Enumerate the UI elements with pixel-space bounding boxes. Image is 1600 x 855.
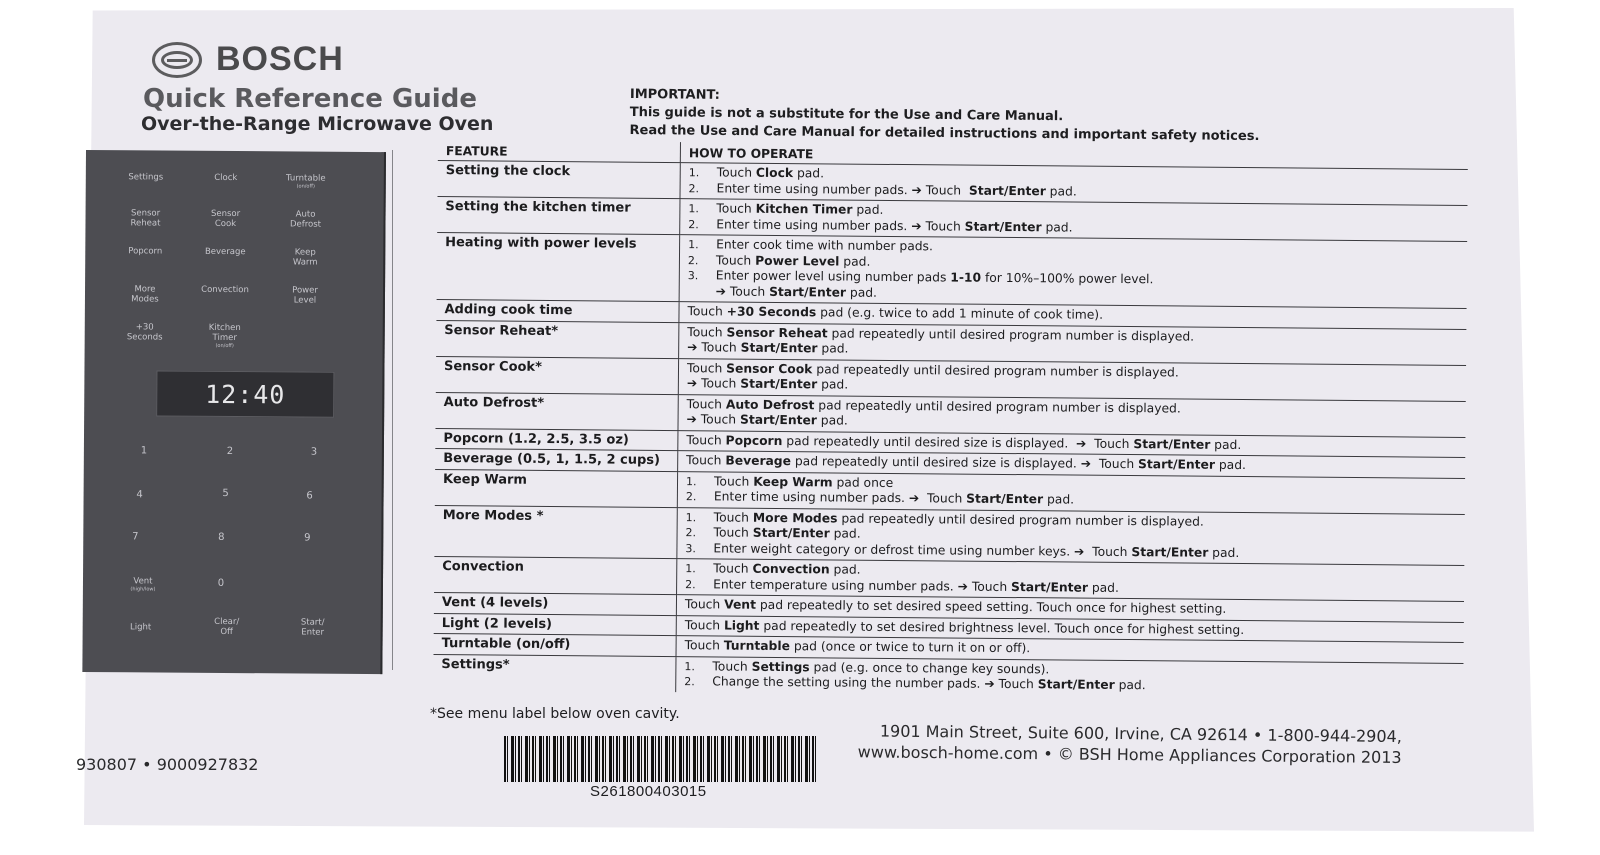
feature-cell: Sensor Cook* [436, 356, 679, 394]
instruction-text: Enter cook time with number pads. [716, 237, 933, 254]
step-number: 2. [687, 253, 699, 267]
instruction-text: Touch [684, 617, 725, 633]
pad-name: Start/Enter [1131, 544, 1209, 560]
pad-name: Sensor Reheat [726, 325, 828, 340]
pad-sensor-reheat[interactable] [113, 208, 177, 228]
step-text [716, 237, 933, 254]
number-pad-3[interactable] [282, 447, 346, 457]
display-time: 12:40 [205, 379, 286, 409]
pad-name: Kitchen Timer [755, 201, 853, 217]
pad-name: Power Level [755, 253, 840, 269]
feature-cell: Convection [434, 556, 677, 594]
pad-settings[interactable] [114, 172, 178, 182]
pad-light[interactable] [109, 622, 173, 632]
feature-cell: Auto Defrost* [435, 392, 678, 430]
table-row [437, 232, 1468, 308]
pad-auto-defrost[interactable] [273, 209, 337, 229]
pad-name: Settings [751, 659, 810, 674]
pad-clock[interactable] [194, 173, 258, 183]
number-pad-2-label: 2 [226, 445, 234, 458]
instruction-text: Enter power level using number pads [715, 268, 951, 285]
pad-turntable-label: Turntable [285, 173, 326, 184]
instruction-text: pad repeatedly until desired size is displayed. ➔ Touch [782, 433, 1134, 451]
step-text [713, 577, 1119, 596]
number-pad-2[interactable] [198, 447, 262, 457]
instruction-text: Touch [713, 561, 753, 576]
step-number: 2. [688, 181, 700, 195]
pad-start-enter-label: Start/ Enter [300, 617, 325, 638]
pad-vent-label: Vent [133, 576, 153, 587]
instruction-text: pad (e.g. once to change key sounds). [809, 659, 1050, 676]
address-line-2: www.bosch-home.com • © BSH Home Appliances Corporation 2013 [857, 742, 1402, 767]
table-row [434, 505, 1464, 565]
number-pad-9[interactable] [275, 533, 339, 543]
instruction-text: for 10%–100% power level. [981, 270, 1154, 287]
feature-cell: Vent (4 levels) [434, 592, 677, 615]
instruction-text: Touch [684, 638, 724, 653]
instruction-text: Touch [713, 509, 753, 525]
step-number: 1. [688, 238, 699, 252]
instruction-text: ➔ Touch [715, 283, 770, 299]
instruction-text: Enter time using number pads. ➔ Touch [716, 216, 965, 234]
instruction-text: ➔ Touch [686, 376, 741, 391]
feature-cell: Heating with power levels [437, 232, 680, 301]
important-notice [629, 86, 1259, 146]
feature-cell: Turntable (on/off) [434, 633, 677, 656]
step-number: 2. [684, 675, 695, 689]
number-pad-6[interactable] [278, 491, 342, 501]
instruction-text: pad. [1043, 492, 1075, 507]
step-number: 1. [685, 562, 696, 576]
step-text [717, 181, 1077, 200]
pad-name: Start/Enter [740, 376, 818, 392]
pad-sensor-reheat-label: Sensor Reheat [130, 208, 161, 229]
step-number: 2. [685, 490, 697, 504]
pad-clock-label: Clock [214, 172, 238, 184]
pad-plus-30-seconds[interactable] [113, 322, 177, 342]
feature-cell: Setting the clock [438, 160, 681, 198]
pad-keep-warm[interactable] [273, 247, 337, 267]
feature-cell: Settings* [433, 654, 676, 692]
feature-cell: Popcorn (1.2, 2.5, 3.5 oz) [435, 428, 678, 451]
instruction-text: ➔ Touch [687, 340, 741, 355]
important-line-2: Read the Use and Care Manual for detailed instructions and important safety notices. [629, 122, 1260, 145]
step-number: 3. [687, 269, 699, 283]
feature-table-wrap [433, 140, 1468, 698]
guide-subtitle: Over-the-Range Microwave Oven [141, 113, 494, 135]
how-to-operate-cell [677, 507, 1465, 565]
instruction-text: Touch [686, 432, 726, 448]
instruction-text: pad. [1041, 219, 1073, 235]
number-pad-5[interactable] [194, 489, 258, 499]
instruction-text: pad. [817, 377, 849, 392]
pad-convection[interactable] [193, 285, 257, 295]
step-number: 1. [685, 510, 697, 524]
step-text [716, 201, 883, 218]
step-number: 1. [685, 474, 697, 488]
pad-name: Start/Enter [1133, 436, 1211, 452]
pad-kitchen-timer-sublabel: (on/off) [215, 342, 234, 350]
instruction-text: Touch [712, 658, 752, 674]
pad-name: Vent [724, 597, 757, 612]
number-pad-7[interactable] [103, 532, 167, 542]
pad-name: Start/Enter [966, 491, 1044, 507]
feature-table-body [433, 160, 1468, 698]
feature-cell: Light (2 levels) [434, 613, 677, 636]
instruction-text: Touch [684, 597, 725, 612]
pad-name: Start/Enter [740, 340, 818, 356]
pad-clear-off-label: Clear/ Off [214, 616, 240, 638]
microwave-control-panel [82, 150, 386, 674]
feature-cell: Keep Warm [435, 469, 678, 507]
instruction-text: Enter time using number pads. ➔ Touch [716, 180, 969, 198]
instruction-text: Touch [715, 252, 756, 268]
pad-name: Sensor Cook [726, 361, 813, 376]
instruction-text: pad. [1045, 183, 1077, 199]
pad-sensor-cook[interactable] [193, 209, 257, 229]
pad-name: Start/Enter [968, 183, 1046, 198]
brand-logo [152, 40, 344, 79]
pad-power-level-label: Power Level [292, 285, 318, 306]
pad-name: Start/Enter [1011, 579, 1089, 595]
number-pad-6-label: 6 [306, 490, 313, 502]
instruction-text: pad (once or twice to turn it on or off). [789, 639, 1031, 656]
pad-name: Keep Warm [753, 474, 833, 489]
instruction-text: pad. [1210, 437, 1242, 452]
bosch-armature-icon [152, 42, 202, 78]
instruction-text: pad repeatedly until desired program number is displayed. [837, 511, 1204, 529]
how-to-operate-cell [676, 656, 1464, 698]
number-pad-1-label: 1 [140, 445, 148, 457]
pad-auto-defrost-label: Auto Defrost [289, 209, 322, 230]
how-to-operate-cell [679, 235, 1467, 309]
pad-light-label: Light [130, 622, 152, 633]
pad-settings-label: Settings [128, 172, 164, 183]
instruction-text: Change the setting using the number pads. ➔ Touch [712, 674, 1038, 692]
pad-turntable[interactable] [274, 173, 338, 189]
step-number: 2. [685, 577, 696, 591]
pad-name: Light [723, 618, 760, 633]
instruction-text: Touch [716, 201, 756, 216]
instruction-text: pad. [816, 413, 848, 428]
pad-kitchen-timer-label: Kitchen Timer [208, 322, 241, 344]
instruction-text: Touch [686, 396, 726, 412]
instruction-text: pad. [1114, 677, 1146, 693]
pad-name: Turntable [723, 638, 791, 654]
pad-more-modes[interactable] [113, 284, 177, 304]
menu-label-note: *See menu label below oven cavity. [430, 706, 680, 722]
panel-divider [392, 150, 393, 670]
number-pad-4-label: 4 [136, 489, 143, 501]
step-text [713, 561, 860, 578]
pad-clear-off[interactable] [195, 617, 259, 637]
instruction-text: Touch [686, 360, 727, 376]
instruction-text: pad. [839, 254, 871, 269]
pad-name: More Modes [752, 510, 838, 525]
instruction-text: pad repeatedly until desired program number is displayed. [827, 325, 1195, 344]
pad-name: Start/Enter [752, 525, 830, 541]
pad-sensor-cook-label: Sensor Cook [210, 208, 241, 230]
step-number: 1. [688, 202, 699, 216]
number-pad-9-label: 9 [304, 532, 311, 544]
instruction-text: Touch [686, 453, 726, 468]
brand-name: BOSCH [216, 40, 344, 78]
number-pad-8-label: 8 [218, 531, 225, 543]
pad-kitchen-timer[interactable] [193, 323, 257, 349]
step-number: 2. [688, 217, 699, 231]
feature-cell: Setting the kitchen timer [437, 196, 680, 234]
step-text [712, 674, 1146, 693]
header-how-to-operate: HOW TO OPERATE [680, 142, 1468, 169]
instruction-text: pad. [829, 526, 861, 541]
pad-name: Start/Enter [964, 219, 1042, 234]
step-text [714, 525, 861, 542]
instruction-text: pad repeatedly until desired size is displayed. ➔ Touch [790, 454, 1139, 472]
step-text [714, 474, 893, 491]
step-number: 2. [685, 526, 697, 540]
number-pad-0-label: 0 [217, 577, 225, 589]
pad-popcorn[interactable] [113, 246, 177, 256]
instruction-text: pad. [817, 341, 849, 356]
pad-name: Start/Enter [739, 412, 817, 428]
important-heading: IMPORTANT: [629, 86, 720, 103]
number-pad-4[interactable] [108, 490, 172, 500]
pad-name: 1-10 [950, 270, 982, 285]
feature-cell: Beverage (0.5, 1, 1.5, 2 cups) [435, 448, 678, 471]
instruction-text: pad. [829, 562, 861, 577]
step-text [714, 489, 1074, 508]
instruction-text: pad (e.g. twice to add 1 minute of cook time). [816, 305, 1104, 322]
instruction-text: pad. [845, 285, 878, 300]
pad-name: Start/Enter [1138, 457, 1216, 472]
pad-convection-label: Convection [201, 284, 249, 296]
pad-name: Popcorn [725, 433, 783, 448]
barcode-number: S261800403015 [590, 783, 707, 800]
number-pad-3-label: 3 [310, 446, 318, 458]
number-pad-7-label: 7 [132, 531, 139, 543]
instruction-text: Enter temperature using number pads. ➔ Touch [713, 576, 1012, 594]
pad-vent-sublabel: (high/low) [130, 586, 156, 593]
feature-cell: Sensor Reheat* [436, 320, 679, 358]
instruction-text: pad repeatedly to set desired brightness level. Touch once for highest setting. [759, 618, 1245, 637]
instruction-text: pad repeatedly to set desired speed setting. Touch once for highest setting. [755, 597, 1227, 616]
number-pad-8[interactable] [189, 533, 253, 543]
address-line-1: 1901 Main Street, Suite 600, Irvine, CA 92614 • 1-800-944-2904, [879, 721, 1402, 746]
instruction-text: pad. [1214, 457, 1247, 473]
instruction-text: pad. [793, 166, 825, 181]
pad-name: Auto Defrost [725, 397, 815, 412]
instruction-text: pad. [1087, 580, 1119, 595]
instruction-text: Touch [687, 324, 727, 340]
number-pad-1[interactable] [112, 446, 176, 456]
feature-cell: Adding cook time [436, 299, 679, 322]
instruction-text: pad. [852, 202, 884, 217]
pad-name: Beverage [725, 453, 792, 469]
pad-name: Start/Enter [1037, 677, 1115, 692]
pad-plus-30-seconds-label: +30 Seconds [126, 322, 163, 343]
step-number: 1. [688, 166, 700, 180]
pad-more-modes-label: More Modes [131, 284, 159, 305]
guide-title: Quick Reference Guide [143, 84, 477, 114]
step-text [717, 165, 824, 181]
pad-start-enter[interactable] [281, 617, 345, 637]
step-text [713, 541, 1239, 561]
feature-table [433, 140, 1468, 698]
pad-vent[interactable] [111, 576, 175, 592]
feature-cell: More Modes * [434, 505, 677, 559]
pad-name: Convection [752, 561, 830, 577]
step-text [716, 217, 1072, 236]
step-number: 3. [685, 541, 697, 555]
instruction-text: Enter time using number pads. ➔ Touch [713, 489, 967, 506]
pad-name: Clock [755, 165, 794, 181]
instruction-text: ➔ Touch [686, 412, 741, 427]
instruction-text: Touch [716, 165, 756, 180]
important-line-1: This guide is not a substitute for the Use and Care Manual. [629, 104, 1064, 125]
pad-name: +30 Seconds [726, 304, 817, 320]
instruction-text: Touch [687, 304, 727, 319]
pad-keep-warm-label: Keep Warm [292, 247, 318, 268]
pad-name: Start/Enter [769, 284, 847, 300]
clock-display [156, 370, 334, 417]
part-number: 930807 • 9000927832 [76, 755, 259, 774]
step-text [716, 253, 871, 270]
barcode-icon [504, 736, 819, 782]
company-address [858, 720, 1402, 768]
instruction-text: pad once [832, 474, 894, 490]
pad-power-level[interactable] [273, 285, 337, 305]
instruction-text: Touch [713, 525, 753, 540]
pad-beverage-label: Beverage [204, 246, 246, 258]
instruction-text: Touch [713, 473, 754, 489]
number-pad-0[interactable] [189, 579, 253, 589]
pad-beverage[interactable] [193, 247, 257, 257]
instruction-text: Enter weight category or defrost time using number keys. ➔ Touch [713, 540, 1132, 559]
instruction-text: pad repeatedly until desired program number is displayed. [812, 361, 1179, 379]
header-feature: FEATURE [438, 140, 681, 163]
step-number: 1. [684, 659, 695, 673]
number-pad-5-label: 5 [222, 487, 229, 500]
instruction-text: pad. [1208, 545, 1240, 560]
pad-turntable-sublabel: (on/off) [296, 183, 315, 190]
pad-popcorn-label: Popcorn [128, 246, 163, 257]
instruction-text: pad repeatedly until desired program number is displayed. [814, 397, 1181, 415]
